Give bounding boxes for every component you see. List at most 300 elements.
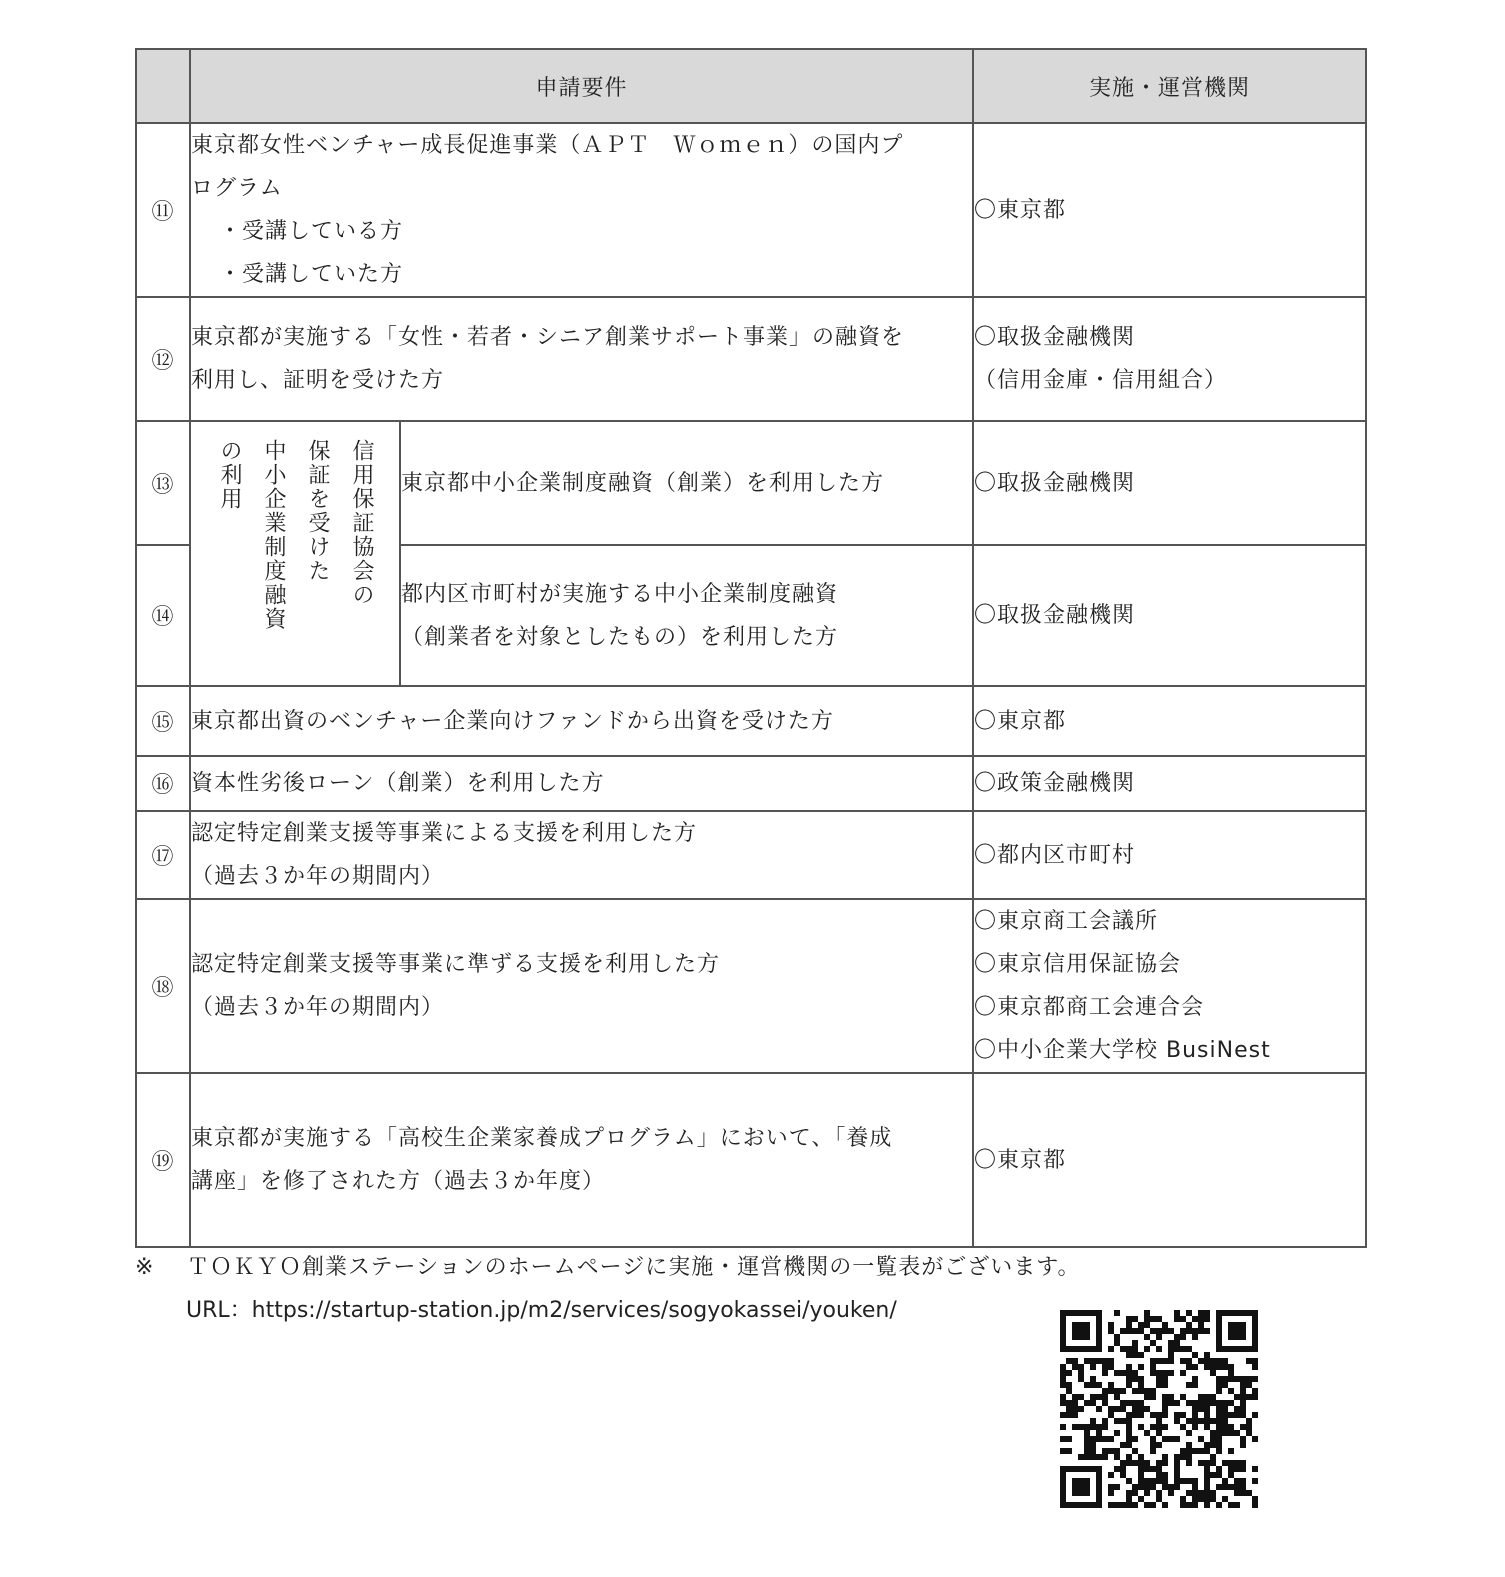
qr-module — [1234, 1460, 1240, 1466]
qr-module — [1216, 1364, 1222, 1370]
qr-module — [1240, 1382, 1246, 1388]
qr-module — [1060, 1394, 1066, 1400]
qr-module — [1186, 1400, 1192, 1406]
qr-module — [1084, 1466, 1090, 1472]
qr-module — [1204, 1406, 1210, 1412]
requirement-cell — [190, 686, 973, 756]
qr-module — [1084, 1484, 1090, 1490]
qr-module — [1138, 1364, 1144, 1370]
qr-module — [1186, 1460, 1192, 1466]
table-row — [136, 421, 1366, 545]
requirement-line: 認定特定創業支援等事業による支援を利用した方 — [191, 821, 698, 846]
qr-module — [1222, 1358, 1228, 1364]
table-row — [136, 123, 1366, 297]
qr-module — [1192, 1490, 1198, 1496]
qr-module — [1192, 1376, 1198, 1382]
row-number: ⑲ — [136, 1073, 190, 1247]
qr-module — [1234, 1310, 1240, 1316]
qr-module — [1132, 1352, 1138, 1358]
qr-module — [1102, 1448, 1108, 1454]
qr-module — [1156, 1442, 1162, 1448]
qr-module — [1084, 1502, 1090, 1508]
qr-module — [1096, 1484, 1102, 1490]
qr-module — [1090, 1394, 1096, 1400]
qr-module — [1192, 1328, 1198, 1334]
qr-module — [1108, 1322, 1114, 1328]
qr-module — [1084, 1430, 1090, 1436]
qr-module — [1108, 1364, 1114, 1370]
qr-module — [1114, 1370, 1120, 1376]
qr-module — [1120, 1370, 1126, 1376]
qr-module — [1192, 1364, 1198, 1370]
requirement-line: 東京都が実施する「高校生企業家養成プログラム」において、「養成 — [191, 1126, 893, 1151]
qr-module — [1150, 1364, 1156, 1370]
qr-module — [1078, 1370, 1084, 1376]
qr-module — [1240, 1412, 1246, 1418]
qr-module — [1126, 1430, 1132, 1436]
qr-module — [1216, 1484, 1222, 1490]
qr-module — [1108, 1328, 1114, 1334]
qr-module — [1198, 1490, 1204, 1496]
qr-module — [1216, 1406, 1222, 1412]
qr-module — [1066, 1310, 1072, 1316]
qr-module — [1216, 1310, 1222, 1316]
qr-module — [1204, 1442, 1210, 1448]
table-row — [136, 297, 1366, 421]
qr-module — [1072, 1478, 1078, 1484]
qr-module — [1078, 1376, 1084, 1382]
qr-module — [1060, 1340, 1066, 1346]
qr-module — [1108, 1502, 1114, 1508]
qr-module — [1168, 1400, 1174, 1406]
qr-module — [1228, 1448, 1234, 1454]
qr-module — [1150, 1394, 1156, 1400]
qr-module — [1174, 1454, 1180, 1460]
qr-module — [1222, 1382, 1228, 1388]
qr-module — [1078, 1346, 1084, 1352]
qr-module — [1240, 1328, 1246, 1334]
qr-module — [1234, 1484, 1240, 1490]
qr-module — [1102, 1424, 1108, 1430]
qr-module — [1096, 1340, 1102, 1346]
qr-module — [1078, 1406, 1084, 1412]
qr-module — [1204, 1352, 1210, 1358]
qr-module — [1150, 1442, 1156, 1448]
qr-module — [1180, 1316, 1186, 1322]
qr-module — [1072, 1364, 1078, 1370]
qr-module — [1150, 1424, 1156, 1430]
qr-module — [1114, 1334, 1120, 1340]
qr-module — [1246, 1358, 1252, 1364]
qr-module — [1132, 1316, 1138, 1322]
qr-module — [1228, 1430, 1234, 1436]
qr-module — [1174, 1340, 1180, 1346]
qr-module — [1150, 1316, 1156, 1322]
qr-module — [1060, 1316, 1066, 1322]
qr-module — [1090, 1400, 1096, 1406]
qr-module — [1144, 1484, 1150, 1490]
qr-module — [1078, 1478, 1084, 1484]
qr-module — [1216, 1358, 1222, 1364]
qr-module — [1180, 1370, 1186, 1376]
qr-module — [1198, 1418, 1204, 1424]
qr-module — [1198, 1358, 1204, 1364]
url-label: URL： — [186, 1298, 252, 1323]
qr-module — [1216, 1502, 1222, 1508]
qr-module — [1198, 1460, 1204, 1466]
qr-module — [1180, 1448, 1186, 1454]
qr-module — [1120, 1406, 1126, 1412]
qr-module — [1180, 1358, 1186, 1364]
qr-module — [1222, 1310, 1228, 1316]
qr-module — [1198, 1322, 1204, 1328]
qr-module — [1246, 1310, 1252, 1316]
qr-module — [1138, 1400, 1144, 1406]
qr-module — [1120, 1388, 1126, 1394]
qr-module — [1252, 1496, 1258, 1502]
qr-module — [1078, 1502, 1084, 1508]
qr-module — [1252, 1316, 1258, 1322]
qr-module — [1108, 1358, 1114, 1364]
qr-module — [1192, 1478, 1198, 1484]
row-number: ⑰ — [136, 811, 190, 899]
requirement-line: （創業者を対象としたもの）を利用した方 — [401, 624, 839, 650]
qr-module — [1162, 1394, 1168, 1400]
vertical-label-line: 信用保証協会の — [349, 438, 374, 607]
qr-module — [1252, 1466, 1258, 1472]
qr-module — [1138, 1328, 1144, 1334]
qr-module — [1072, 1328, 1078, 1334]
qr-module — [1126, 1478, 1132, 1484]
qr-module — [1210, 1472, 1216, 1478]
qr-module — [1162, 1478, 1168, 1484]
row-number: ⑯ — [136, 756, 190, 811]
qr-module — [1210, 1394, 1216, 1400]
qr-module — [1096, 1394, 1102, 1400]
table-row — [136, 686, 1366, 756]
qr-module — [1060, 1328, 1066, 1334]
qr-module — [1174, 1484, 1180, 1490]
qr-module — [1234, 1466, 1240, 1472]
organization-line: 〇中小企業大学校 BusiNest — [974, 1038, 1271, 1063]
qr-module — [1192, 1448, 1198, 1454]
qr-module — [1168, 1436, 1174, 1442]
qr-module — [1216, 1334, 1222, 1340]
qr-module — [1120, 1460, 1126, 1466]
qr-module — [1174, 1460, 1180, 1466]
qr-module — [1204, 1412, 1210, 1418]
qr-module — [1246, 1394, 1252, 1400]
qr-module — [1252, 1388, 1258, 1394]
qr-module — [1114, 1388, 1120, 1394]
qr-module — [1132, 1412, 1138, 1418]
qr-module — [1204, 1472, 1210, 1478]
qr-module — [1168, 1358, 1174, 1364]
qr-module — [1222, 1460, 1228, 1466]
qr-module — [1084, 1478, 1090, 1484]
qr-module — [1252, 1334, 1258, 1340]
qr-module — [1186, 1442, 1192, 1448]
qr-module — [1084, 1322, 1090, 1328]
header-organization: 実施・運営機関 — [973, 49, 1366, 123]
header-requirement: 申請要件 — [190, 49, 973, 123]
qr-module — [1150, 1478, 1156, 1484]
qr-module — [1138, 1352, 1144, 1358]
qr-module — [1186, 1328, 1192, 1334]
qr-module — [1240, 1436, 1246, 1442]
qr-module — [1228, 1484, 1234, 1490]
qr-module — [1186, 1454, 1192, 1460]
qr-module — [1096, 1502, 1102, 1508]
qr-module — [1138, 1322, 1144, 1328]
qr-module — [1090, 1448, 1096, 1454]
qr-module — [1090, 1454, 1096, 1460]
requirement-line: 資本性劣後ローン（創業）を利用した方 — [191, 771, 605, 796]
qr-module — [1228, 1460, 1234, 1466]
qr-module — [1132, 1436, 1138, 1442]
qr-module — [1186, 1358, 1192, 1364]
qr-module — [1066, 1370, 1072, 1376]
qr-module — [1252, 1358, 1258, 1364]
qr-module — [1222, 1406, 1228, 1412]
qr-module — [1072, 1346, 1078, 1352]
url-link[interactable]: https://startup-station.jp/m2/services/sogyokassei/youken/ — [251, 1298, 897, 1323]
qr-module — [1090, 1436, 1096, 1442]
note-text: ＴＯＫＹＯ創業ステーションのホームページに実施・運営機関の一覧表がございます。 — [187, 1255, 1081, 1280]
qr-module — [1156, 1472, 1162, 1478]
qr-module — [1144, 1334, 1150, 1340]
qr-module — [1084, 1334, 1090, 1340]
qr-module — [1126, 1454, 1132, 1460]
qr-module — [1138, 1406, 1144, 1412]
qr-module — [1132, 1376, 1138, 1382]
qr-module — [1198, 1436, 1204, 1442]
qr-module — [1096, 1454, 1102, 1460]
qr-module — [1198, 1448, 1204, 1454]
vertical-label-line: の利用 — [217, 438, 242, 511]
qr-module — [1066, 1382, 1072, 1388]
qr-module — [1174, 1412, 1180, 1418]
qr-module — [1168, 1340, 1174, 1346]
qr-module — [1138, 1484, 1144, 1490]
qr-module — [1114, 1418, 1120, 1424]
qr-module — [1210, 1370, 1216, 1376]
qr-module — [1192, 1418, 1198, 1424]
qr-module — [1108, 1490, 1114, 1496]
qr-module — [1090, 1502, 1096, 1508]
qr-module — [1120, 1502, 1126, 1508]
qr-module — [1126, 1322, 1132, 1328]
qr-module — [1192, 1316, 1198, 1322]
qr-module — [1180, 1454, 1186, 1460]
organization-line: 〇東京商工会議所 — [974, 909, 1159, 934]
qr-module — [1222, 1496, 1228, 1502]
qr-module — [1234, 1394, 1240, 1400]
organization-line: 〇取扱金融機関 — [974, 325, 1136, 350]
qr-module — [1072, 1400, 1078, 1406]
qr-module — [1060, 1502, 1066, 1508]
qr-module — [1060, 1364, 1066, 1370]
qr-module — [1162, 1424, 1168, 1430]
qr-module — [1060, 1424, 1066, 1430]
qr-module — [1072, 1502, 1078, 1508]
organization-line: （信用金庫・信用組合） — [974, 368, 1228, 393]
organization-cell — [973, 686, 1366, 756]
qr-module — [1138, 1454, 1144, 1460]
qr-module — [1078, 1394, 1084, 1400]
qr-module — [1228, 1370, 1234, 1376]
qr-module — [1096, 1496, 1102, 1502]
table-header-row — [136, 49, 1366, 123]
qr-module — [1096, 1382, 1102, 1388]
qr-module — [1216, 1412, 1222, 1418]
qr-module — [1084, 1400, 1090, 1406]
qr-module — [1192, 1400, 1198, 1406]
qr-module — [1114, 1430, 1120, 1436]
qr-module — [1090, 1310, 1096, 1316]
qr-module — [1156, 1424, 1162, 1430]
organization-cell — [973, 123, 1366, 297]
qr-module — [1252, 1478, 1258, 1484]
qr-module — [1060, 1496, 1066, 1502]
qr-module — [1234, 1412, 1240, 1418]
qr-module — [1162, 1436, 1168, 1442]
qr-module — [1102, 1418, 1108, 1424]
organization-line: 〇取扱金融機関 — [974, 470, 1136, 496]
vertical-label — [207, 439, 383, 669]
qr-module — [1090, 1442, 1096, 1448]
qr-module — [1210, 1442, 1216, 1448]
requirement-line: 東京都が実施する「女性・若者・シニア創業サポート事業」の融資を — [191, 325, 905, 350]
qr-module — [1156, 1418, 1162, 1424]
qr-module — [1180, 1412, 1186, 1418]
qr-module — [1222, 1346, 1228, 1352]
organization-line: 〇東京都 — [974, 1147, 1067, 1173]
qr-module — [1162, 1322, 1168, 1328]
qr-module — [1222, 1376, 1228, 1382]
qr-module — [1156, 1316, 1162, 1322]
qr-module — [1216, 1472, 1222, 1478]
organization-line: 〇東京都 — [974, 708, 1067, 734]
qr-module — [1150, 1436, 1156, 1442]
qr-module — [1186, 1502, 1192, 1508]
qr-module — [1144, 1406, 1150, 1412]
qr-module — [1210, 1418, 1216, 1424]
qr-module — [1204, 1502, 1210, 1508]
qr-module — [1228, 1388, 1234, 1394]
qr-module — [1156, 1358, 1162, 1364]
organization-line: 〇都内区市町村 — [974, 842, 1136, 868]
qr-module — [1174, 1418, 1180, 1424]
qr-module — [1120, 1400, 1126, 1406]
qr-module — [1132, 1460, 1138, 1466]
qr-module — [1096, 1466, 1102, 1472]
row-number: ⑫ — [136, 297, 190, 421]
requirement-line: 東京都女性ベンチャー成長促進事業（ＡＰＴ Ｗｏｍｅｎ）の国内プ — [191, 133, 904, 158]
qr-module — [1228, 1328, 1234, 1334]
qr-module — [1150, 1328, 1156, 1334]
qr-module — [1108, 1382, 1114, 1388]
table-row — [136, 811, 1366, 899]
qr-module — [1114, 1448, 1120, 1454]
qr-module — [1156, 1328, 1162, 1334]
qr-module — [1216, 1316, 1222, 1322]
qr-module — [1102, 1388, 1108, 1394]
requirement-cell — [190, 811, 973, 899]
qr-module — [1210, 1364, 1216, 1370]
qr-module — [1192, 1412, 1198, 1418]
qr-module — [1198, 1316, 1204, 1322]
qr-module — [1162, 1472, 1168, 1478]
qr-module — [1072, 1424, 1078, 1430]
qr-module — [1072, 1484, 1078, 1490]
qr-module — [1246, 1346, 1252, 1352]
qr-module — [1162, 1502, 1168, 1508]
qr-module — [1252, 1502, 1258, 1508]
organization-line: 〇政策金融機関 — [974, 771, 1136, 796]
qr-module — [1108, 1472, 1114, 1478]
requirement-line: 東京都中小企業制度融資（創業）を利用した方 — [401, 470, 885, 496]
qr-module — [1156, 1376, 1162, 1382]
qr-module — [1132, 1328, 1138, 1334]
qr-module — [1126, 1376, 1132, 1382]
qr-module — [1060, 1484, 1066, 1490]
qr-module — [1246, 1430, 1252, 1436]
organization-cell — [973, 811, 1366, 899]
qr-module — [1132, 1490, 1138, 1496]
qr-module — [1192, 1502, 1198, 1508]
qr-module — [1216, 1448, 1222, 1454]
qr-module — [1156, 1496, 1162, 1502]
qr-module — [1192, 1424, 1198, 1430]
qr-module — [1168, 1370, 1174, 1376]
qr-module — [1084, 1436, 1090, 1442]
qr-module — [1108, 1436, 1114, 1442]
qr-module — [1066, 1436, 1072, 1442]
qr-module — [1252, 1436, 1258, 1442]
bullet-item: ・受講していた方 — [219, 262, 404, 287]
qr-module — [1072, 1466, 1078, 1472]
qr-module — [1234, 1490, 1240, 1496]
qr-module — [1138, 1496, 1144, 1502]
qr-module — [1102, 1436, 1108, 1442]
qr-module — [1240, 1346, 1246, 1352]
qr-module — [1150, 1466, 1156, 1472]
qr-module — [1246, 1418, 1252, 1424]
qr-module — [1138, 1382, 1144, 1388]
qr-module — [1204, 1364, 1210, 1370]
qr-module — [1060, 1436, 1066, 1442]
qr-module — [1126, 1424, 1132, 1430]
qr-module — [1090, 1364, 1096, 1370]
qr-module — [1096, 1334, 1102, 1340]
qr-module — [1060, 1376, 1066, 1382]
qr-module — [1150, 1358, 1156, 1364]
qr-module — [1180, 1424, 1186, 1430]
qr-module — [1072, 1310, 1078, 1316]
qr-module — [1090, 1466, 1096, 1472]
qr-module — [1096, 1436, 1102, 1442]
qr-module — [1132, 1346, 1138, 1352]
qr-module — [1078, 1310, 1084, 1316]
requirement-line: ログラム — [191, 176, 283, 201]
qr-module — [1162, 1454, 1168, 1460]
requirement-line: 講座」を修了された方（過去３か年度） — [191, 1169, 606, 1194]
qr-module — [1228, 1364, 1234, 1370]
qr-module — [1222, 1430, 1228, 1436]
organization-cell — [973, 756, 1366, 811]
qr-module — [1210, 1490, 1216, 1496]
